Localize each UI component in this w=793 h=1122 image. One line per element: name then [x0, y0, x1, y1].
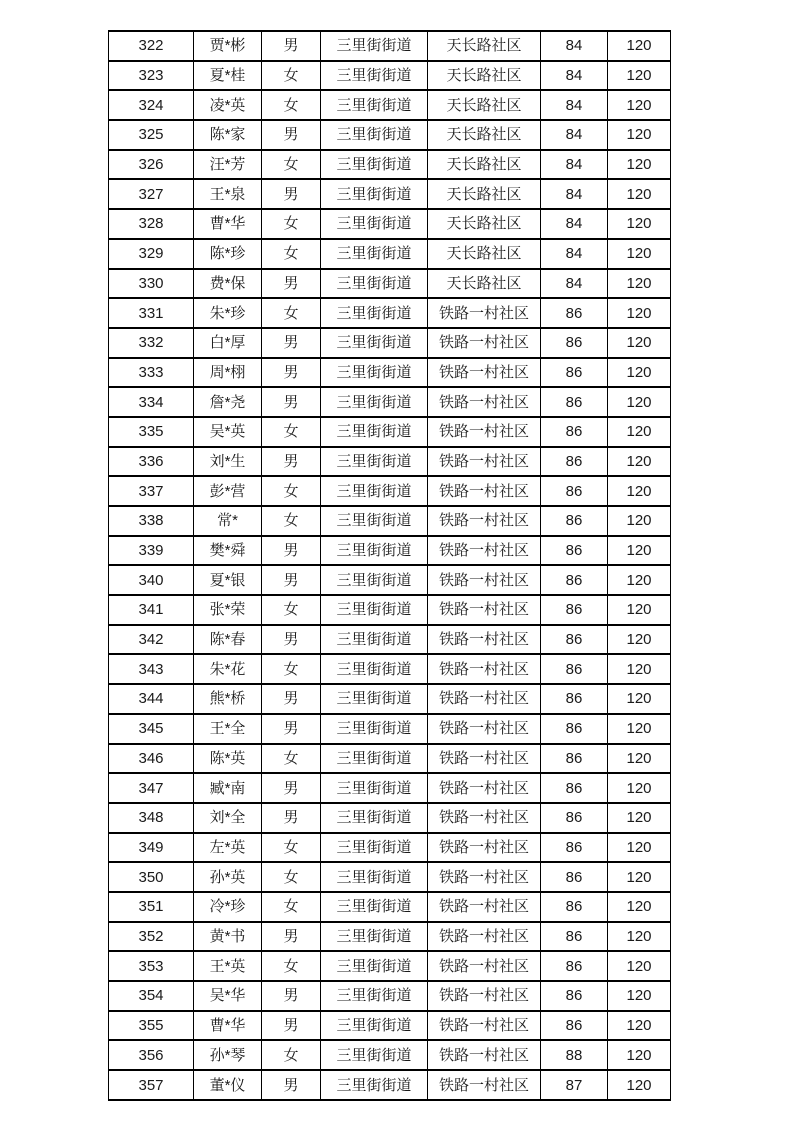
table-cell-street: 三里街街道: [321, 269, 428, 299]
table-cell-score: 84: [541, 269, 608, 299]
table-cell-community: 铁路一村社区: [428, 922, 541, 952]
table-row: [109, 179, 671, 209]
table-cell-amount: 120: [608, 1040, 671, 1070]
table-cell-gender: 男: [262, 447, 321, 477]
table-row: [109, 387, 671, 417]
table-cell-amount: 120: [608, 654, 671, 684]
table-cell-amount: 120: [608, 239, 671, 269]
table-cell-street: 三里街街道: [321, 536, 428, 566]
table-cell-index: 351: [109, 892, 194, 922]
table-cell-name: 汪*芳: [194, 150, 262, 180]
table-cell-gender: 男: [262, 714, 321, 744]
table-cell-index: 327: [109, 179, 194, 209]
table-cell-community: 铁路一村社区: [428, 447, 541, 477]
table-row: [109, 209, 671, 239]
table-cell-street: 三里街街道: [321, 922, 428, 952]
table-row: [109, 654, 671, 684]
table-cell-community: 铁路一村社区: [428, 328, 541, 358]
table-cell-score: 86: [541, 417, 608, 447]
table-row: [109, 981, 671, 1011]
table-cell-score: 86: [541, 1011, 608, 1041]
table-cell-index: 355: [109, 1011, 194, 1041]
table-cell-index: 336: [109, 447, 194, 477]
table-cell-score: 86: [541, 922, 608, 952]
table-cell-amount: 120: [608, 61, 671, 91]
table-cell-amount: 120: [608, 269, 671, 299]
table-cell-street: 三里街街道: [321, 506, 428, 536]
table-cell-index: 346: [109, 744, 194, 774]
table-cell-gender: 女: [262, 90, 321, 120]
table-row: [109, 1040, 671, 1070]
table-row: [109, 684, 671, 714]
table-cell-community: 天长路社区: [428, 269, 541, 299]
table-cell-amount: 120: [608, 447, 671, 477]
table-cell-score: 84: [541, 239, 608, 269]
table-cell-gender: 男: [262, 179, 321, 209]
table-cell-amount: 120: [608, 506, 671, 536]
table-cell-index: 357: [109, 1070, 194, 1100]
table-cell-street: 三里街街道: [321, 1011, 428, 1041]
table-cell-name: 董*仪: [194, 1070, 262, 1100]
table-cell-score: 86: [541, 447, 608, 477]
table-cell-street: 三里街街道: [321, 862, 428, 892]
table-cell-name: 陈*家: [194, 120, 262, 150]
table-cell-score: 86: [541, 328, 608, 358]
table-cell-gender: 男: [262, 684, 321, 714]
table-cell-amount: 120: [608, 358, 671, 388]
table-cell-community: 铁路一村社区: [428, 773, 541, 803]
table-cell-score: 84: [541, 179, 608, 209]
table-cell-street: 三里街街道: [321, 714, 428, 744]
table-cell-community: 铁路一村社区: [428, 1040, 541, 1070]
table-cell-street: 三里街街道: [321, 803, 428, 833]
table-cell-score: 86: [541, 744, 608, 774]
table-cell-score: 86: [541, 595, 608, 625]
table-cell-gender: 女: [262, 833, 321, 863]
table-cell-street: 三里街街道: [321, 744, 428, 774]
table-cell-community: 铁路一村社区: [428, 417, 541, 447]
table-cell-community: 铁路一村社区: [428, 387, 541, 417]
table-cell-community: 铁路一村社区: [428, 951, 541, 981]
table-cell-street: 三里街街道: [321, 625, 428, 655]
table-cell-street: 三里街街道: [321, 179, 428, 209]
table-row: [109, 892, 671, 922]
table-cell-amount: 120: [608, 1011, 671, 1041]
table-cell-name: 张*荣: [194, 595, 262, 625]
table-cell-amount: 120: [608, 803, 671, 833]
table-cell-amount: 120: [608, 536, 671, 566]
table-cell-street: 三里街街道: [321, 654, 428, 684]
table-cell-street: 三里街街道: [321, 358, 428, 388]
table-row: [109, 714, 671, 744]
table-row: [109, 951, 671, 981]
table-cell-community: 天长路社区: [428, 209, 541, 239]
table-cell-index: 329: [109, 239, 194, 269]
table-cell-street: 三里街街道: [321, 239, 428, 269]
table-cell-amount: 120: [608, 387, 671, 417]
table-cell-amount: 120: [608, 714, 671, 744]
table-cell-index: 342: [109, 625, 194, 655]
table-cell-index: 333: [109, 358, 194, 388]
table-cell-community: 天长路社区: [428, 61, 541, 91]
table-cell-name: 曹*华: [194, 1011, 262, 1041]
table-cell-gender: 女: [262, 595, 321, 625]
table-cell-gender: 男: [262, 536, 321, 566]
table-cell-gender: 男: [262, 803, 321, 833]
table-cell-score: 86: [541, 862, 608, 892]
table-cell-community: 铁路一村社区: [428, 506, 541, 536]
table-cell-amount: 120: [608, 744, 671, 774]
table-cell-name: 陈*珍: [194, 239, 262, 269]
table-cell-gender: 男: [262, 565, 321, 595]
table-cell-community: 铁路一村社区: [428, 565, 541, 595]
table-cell-name: 费*保: [194, 269, 262, 299]
table-row: [109, 536, 671, 566]
table-cell-gender: 女: [262, 61, 321, 91]
table-cell-name: 吴*华: [194, 981, 262, 1011]
table-cell-name: 夏*银: [194, 565, 262, 595]
table-cell-street: 三里街街道: [321, 981, 428, 1011]
table-cell-score: 86: [541, 476, 608, 506]
table-cell-gender: 男: [262, 1070, 321, 1100]
table-cell-community: 天长路社区: [428, 90, 541, 120]
table-cell-street: 三里街街道: [321, 447, 428, 477]
table-cell-community: 铁路一村社区: [428, 892, 541, 922]
table-cell-index: 339: [109, 536, 194, 566]
table-cell-index: 353: [109, 951, 194, 981]
table-cell-index: 341: [109, 595, 194, 625]
table-cell-index: 356: [109, 1040, 194, 1070]
table-cell-amount: 120: [608, 833, 671, 863]
table-cell-index: 347: [109, 773, 194, 803]
table-cell-name: 白*厚: [194, 328, 262, 358]
table-cell-score: 84: [541, 209, 608, 239]
table-cell-amount: 120: [608, 298, 671, 328]
table-cell-community: 铁路一村社区: [428, 298, 541, 328]
table-cell-score: 84: [541, 150, 608, 180]
table-cell-gender: 男: [262, 120, 321, 150]
table-cell-index: 330: [109, 269, 194, 299]
table-cell-amount: 120: [608, 328, 671, 358]
table-cell-name: 朱*花: [194, 654, 262, 684]
table-row: [109, 1011, 671, 1041]
table-cell-gender: 男: [262, 31, 321, 61]
table-cell-street: 三里街街道: [321, 417, 428, 447]
table-cell-amount: 120: [608, 150, 671, 180]
table-cell-gender: 男: [262, 773, 321, 803]
table-cell-index: 331: [109, 298, 194, 328]
table-cell-gender: 女: [262, 862, 321, 892]
table-cell-score: 84: [541, 61, 608, 91]
table-cell-gender: 男: [262, 358, 321, 388]
table-cell-street: 三里街街道: [321, 298, 428, 328]
table-cell-index: 334: [109, 387, 194, 417]
table-row: [109, 61, 671, 91]
table-cell-gender: 男: [262, 625, 321, 655]
table-cell-amount: 120: [608, 862, 671, 892]
table-cell-score: 86: [541, 951, 608, 981]
table-cell-name: 孙*英: [194, 862, 262, 892]
table-row: [109, 447, 671, 477]
table-cell-community: 铁路一村社区: [428, 862, 541, 892]
table-cell-index: 349: [109, 833, 194, 863]
table-cell-index: 322: [109, 31, 194, 61]
table-cell-index: 337: [109, 476, 194, 506]
table-cell-index: 354: [109, 981, 194, 1011]
roster-table: [108, 30, 671, 1101]
table-cell-score: 86: [541, 565, 608, 595]
table-cell-gender: 女: [262, 951, 321, 981]
table-cell-street: 三里街街道: [321, 773, 428, 803]
table-cell-amount: 120: [608, 595, 671, 625]
table-cell-score: 86: [541, 506, 608, 536]
table-cell-name: 臧*南: [194, 773, 262, 803]
table-row: [109, 625, 671, 655]
table-cell-index: 325: [109, 120, 194, 150]
table-cell-gender: 女: [262, 1040, 321, 1070]
table-cell-amount: 120: [608, 1070, 671, 1100]
table-cell-index: 338: [109, 506, 194, 536]
table-cell-name: 刘*生: [194, 447, 262, 477]
table-cell-score: 86: [541, 625, 608, 655]
table-cell-score: 86: [541, 803, 608, 833]
table-cell-name: 凌*英: [194, 90, 262, 120]
table-cell-name: 吴*英: [194, 417, 262, 447]
table-cell-name: 彭*营: [194, 476, 262, 506]
table-cell-street: 三里街街道: [321, 892, 428, 922]
table-cell-score: 86: [541, 833, 608, 863]
table-cell-score: 86: [541, 387, 608, 417]
table-cell-street: 三里街街道: [321, 684, 428, 714]
table-cell-score: 87: [541, 1070, 608, 1100]
table-cell-amount: 120: [608, 773, 671, 803]
table-cell-index: 343: [109, 654, 194, 684]
table-cell-gender: 女: [262, 476, 321, 506]
table-cell-index: 345: [109, 714, 194, 744]
table-cell-score: 84: [541, 120, 608, 150]
table-cell-gender: 男: [262, 981, 321, 1011]
table-cell-gender: 女: [262, 506, 321, 536]
table-cell-community: 天长路社区: [428, 239, 541, 269]
table-cell-amount: 120: [608, 209, 671, 239]
table-cell-name: 陈*英: [194, 744, 262, 774]
table-cell-street: 三里街街道: [321, 90, 428, 120]
table-row: [109, 476, 671, 506]
table-cell-name: 夏*桂: [194, 61, 262, 91]
table-cell-community: 铁路一村社区: [428, 536, 541, 566]
table-cell-name: 王*泉: [194, 179, 262, 209]
table-cell-street: 三里街街道: [321, 61, 428, 91]
table-row: [109, 417, 671, 447]
table-cell-index: 335: [109, 417, 194, 447]
table-cell-gender: 女: [262, 298, 321, 328]
table-cell-score: 88: [541, 1040, 608, 1070]
table-cell-index: 328: [109, 209, 194, 239]
table-cell-name: 陈*春: [194, 625, 262, 655]
table-row: [109, 31, 671, 61]
table-cell-index: 323: [109, 61, 194, 91]
table-cell-street: 三里街街道: [321, 833, 428, 863]
table-row: [109, 150, 671, 180]
table-cell-gender: 女: [262, 417, 321, 447]
table-cell-name: 朱*珍: [194, 298, 262, 328]
table-row: [109, 773, 671, 803]
table-cell-score: 84: [541, 90, 608, 120]
table-cell-name: 黄*书: [194, 922, 262, 952]
table-cell-community: 铁路一村社区: [428, 803, 541, 833]
table-row: [109, 862, 671, 892]
table-cell-street: 三里街街道: [321, 150, 428, 180]
table-row: [109, 922, 671, 952]
table-cell-gender: 男: [262, 328, 321, 358]
table-cell-gender: 女: [262, 892, 321, 922]
table-cell-score: 86: [541, 773, 608, 803]
table-cell-street: 三里街街道: [321, 209, 428, 239]
table-row: [109, 239, 671, 269]
table-cell-score: 86: [541, 298, 608, 328]
table-cell-gender: 女: [262, 744, 321, 774]
table-cell-name: 熊*桥: [194, 684, 262, 714]
table-row: [109, 506, 671, 536]
table-cell-amount: 120: [608, 892, 671, 922]
table-cell-index: 344: [109, 684, 194, 714]
table-cell-street: 三里街街道: [321, 951, 428, 981]
table-cell-name: 冷*珍: [194, 892, 262, 922]
table-cell-community: 铁路一村社区: [428, 1011, 541, 1041]
table-cell-community: 铁路一村社区: [428, 1070, 541, 1100]
table-cell-name: 常*: [194, 506, 262, 536]
table-cell-gender: 男: [262, 387, 321, 417]
table-row: [109, 595, 671, 625]
table-cell-score: 84: [541, 31, 608, 61]
table-cell-street: 三里街街道: [321, 120, 428, 150]
table-cell-gender: 男: [262, 269, 321, 299]
table-cell-name: 周*栩: [194, 358, 262, 388]
table-cell-name: 詹*尧: [194, 387, 262, 417]
table-cell-street: 三里街街道: [321, 31, 428, 61]
table-cell-amount: 120: [608, 565, 671, 595]
table-cell-street: 三里街街道: [321, 1040, 428, 1070]
table-cell-community: 铁路一村社区: [428, 654, 541, 684]
table-cell-gender: 男: [262, 922, 321, 952]
table-cell-index: 352: [109, 922, 194, 952]
table-cell-name: 樊*舜: [194, 536, 262, 566]
table-cell-index: 332: [109, 328, 194, 358]
table-cell-amount: 120: [608, 922, 671, 952]
table-cell-name: 左*英: [194, 833, 262, 863]
table-cell-name: 贾*彬: [194, 31, 262, 61]
table-cell-score: 86: [541, 654, 608, 684]
table-row: [109, 565, 671, 595]
table-cell-amount: 120: [608, 120, 671, 150]
table-cell-street: 三里街街道: [321, 476, 428, 506]
table-cell-amount: 120: [608, 625, 671, 655]
table-cell-amount: 120: [608, 31, 671, 61]
roster-body: [109, 31, 671, 1100]
table-cell-index: 350: [109, 862, 194, 892]
table-cell-amount: 120: [608, 179, 671, 209]
table-cell-score: 86: [541, 981, 608, 1011]
table-cell-name: 刘*全: [194, 803, 262, 833]
table-cell-gender: 女: [262, 239, 321, 269]
table-cell-community: 天长路社区: [428, 120, 541, 150]
table-cell-community: 铁路一村社区: [428, 595, 541, 625]
table-cell-score: 86: [541, 714, 608, 744]
table-cell-community: 天长路社区: [428, 179, 541, 209]
table-cell-amount: 120: [608, 90, 671, 120]
table-row: [109, 120, 671, 150]
table-cell-community: 铁路一村社区: [428, 476, 541, 506]
table-cell-amount: 120: [608, 476, 671, 506]
table-cell-community: 铁路一村社区: [428, 981, 541, 1011]
table-cell-community: 铁路一村社区: [428, 744, 541, 774]
table-cell-community: 铁路一村社区: [428, 358, 541, 388]
table-cell-index: 326: [109, 150, 194, 180]
table-cell-score: 86: [541, 684, 608, 714]
table-cell-name: 王*全: [194, 714, 262, 744]
table-cell-street: 三里街街道: [321, 387, 428, 417]
table-cell-amount: 120: [608, 951, 671, 981]
table-cell-score: 86: [541, 358, 608, 388]
table-cell-name: 曹*华: [194, 209, 262, 239]
table-cell-name: 王*英: [194, 951, 262, 981]
table-cell-amount: 120: [608, 684, 671, 714]
table-cell-community: 铁路一村社区: [428, 684, 541, 714]
table-row: [109, 1070, 671, 1100]
table-row: [109, 358, 671, 388]
table-cell-street: 三里街街道: [321, 595, 428, 625]
table-cell-street: 三里街街道: [321, 565, 428, 595]
table-cell-community: 铁路一村社区: [428, 714, 541, 744]
table-cell-score: 86: [541, 892, 608, 922]
table-cell-score: 86: [541, 536, 608, 566]
table-cell-community: 铁路一村社区: [428, 625, 541, 655]
table-row: [109, 90, 671, 120]
table-cell-gender: 女: [262, 654, 321, 684]
table-row: [109, 833, 671, 863]
table-cell-index: 324: [109, 90, 194, 120]
table-cell-gender: 女: [262, 150, 321, 180]
table-cell-gender: 女: [262, 209, 321, 239]
table-cell-amount: 120: [608, 981, 671, 1011]
table-cell-index: 340: [109, 565, 194, 595]
table-cell-gender: 男: [262, 1011, 321, 1041]
table-cell-name: 孙*琴: [194, 1040, 262, 1070]
table-row: [109, 328, 671, 358]
table-cell-street: 三里街街道: [321, 328, 428, 358]
table-row: [109, 298, 671, 328]
table-cell-street: 三里街街道: [321, 1070, 428, 1100]
table-row: [109, 744, 671, 774]
table-cell-index: 348: [109, 803, 194, 833]
table-cell-community: 铁路一村社区: [428, 833, 541, 863]
table-row: [109, 803, 671, 833]
table-row: [109, 269, 671, 299]
table-cell-community: 天长路社区: [428, 150, 541, 180]
table-cell-amount: 120: [608, 417, 671, 447]
table-cell-community: 天长路社区: [428, 31, 541, 61]
